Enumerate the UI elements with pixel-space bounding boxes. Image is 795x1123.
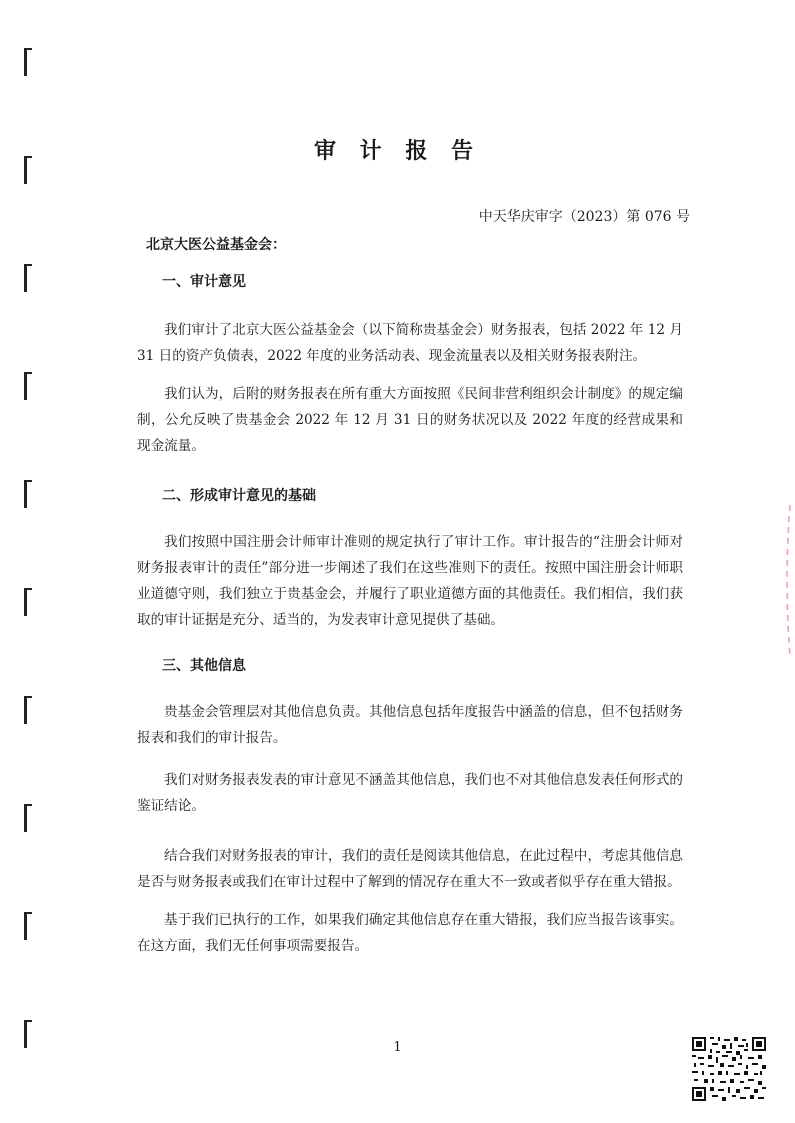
paragraph: 我们对财务报表发表的审计意见不涵盖其他信息，我们也不对其他信息发表任何形式的鉴证结论。 [137,772,683,814]
page-number: 1 [393,1040,402,1055]
seal-edge-icon [782,505,792,655]
page-title: 审 计 报 告 [314,139,481,164]
paragraph: 贵基金会管理层对其他信息负责。其他信息包括年度报告中涵盖的信息，但不包括财务报表和我们的审计报告。 [137,704,683,746]
binding-mark [24,480,32,508]
paragraph: 我们审计了北京大医公益基金会（以下简称贵基金会）财务报表，包括 2022 年 12 月 31 日的资产负债表，2022 年度的业务活动表、现金流量表以及相关财务报表附注。 [137,322,683,364]
paragraph: 结合我们对财务报表的审计，我们的责任是阅读其他信息，在此过程中，考虑其他信息是否与财务报表或我们在审计过程中了解到的情况存在重大不一致或者似乎存在重大错报。 [137,848,683,890]
section-heading-basis: 二、形成审计意见的基础 [162,488,316,504]
section-heading-audit-opinion: 一、审计意见 [162,274,246,290]
qr-code-icon [690,1035,768,1103]
paragraph: 我们认为，后附的财务报表在所有重大方面按照《民间非营利组织会计制度》的规定编制，公允反映了贵基金会 2022 年 12 月 31 日的财务状况以及 2022 年度的经营成果和现金流量。 [137,386,683,454]
binding-mark [24,804,32,832]
addressee: 北京大医公益基金会： [146,237,286,253]
section-heading-other-info: 三、其他信息 [162,658,246,674]
binding-mark [24,696,32,724]
binding-mark [24,264,32,292]
binding-mark [24,912,32,940]
binding-mark [24,588,32,616]
reference-number: 中天华庆审字（2023）第 076 号 [478,209,690,225]
binding-mark [24,372,32,400]
binding-mark [24,48,32,76]
paragraph: 基于我们已执行的工作，如果我们确定其他信息存在重大错报，我们应当报告该事实。在这方面，我们无任何事项需要报告。 [137,912,683,954]
paragraph: 我们按照中国注册会计师审计准则的规定执行了审计工作。审计报告的“注册会计师对财务报表审计的责任”部分进一步阐述了我们在这些准则下的责任。按照中国注册会计师职业道德守则，我们独立于贵基金会，并履行了职业道德方面的其他责任。我们相信，我们获取的审计证据是充分、适当的，为发表审计意见提供了基础。 [137,534,683,628]
